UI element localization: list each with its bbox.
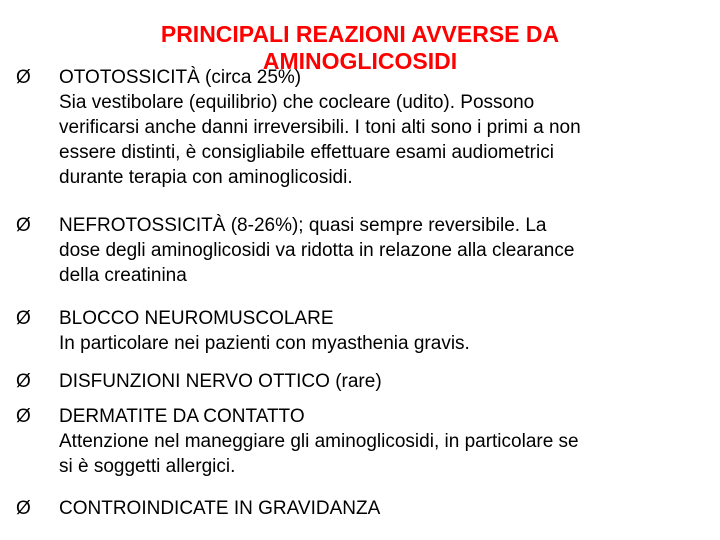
bullet-line: della creatinina <box>59 265 187 286</box>
bullet-text <box>59 369 699 394</box>
bullet-heading: DERMATITE DA CONTATTO <box>59 406 305 427</box>
arrow-bullet-icon: Ø <box>16 67 31 88</box>
bullet-line: In particolare nei pazienti con myasthenia gravis. <box>59 333 470 354</box>
slide-title-line-1: PRINCIPALI REAZIONI AVVERSE DA <box>160 21 560 47</box>
bullet-line: dose degli aminoglicosidi va ridotta in relazone alla clearance <box>59 240 575 261</box>
bullet-line: essere distinti, è consigliabile effettuare esami audiometrici <box>59 142 554 163</box>
arrow-bullet-icon: Ø <box>16 498 31 519</box>
bullet-heading: DISFUNZIONI NERVO OTTICO (rare) <box>59 371 382 392</box>
bullet-heading: CONTROINDICATE IN GRAVIDANZA <box>59 498 381 519</box>
bullet-line: verificarsi anche danni irreversibili. I toni alti sono i primi a non <box>59 117 581 138</box>
bullet-heading: OTOTOSSICITÀ (circa 25%) <box>59 67 302 88</box>
bullet-text <box>59 496 699 521</box>
bullet-heading: NEFROTOSSICITÀ (8-26%); quasi sempre reversibile. La <box>59 215 547 236</box>
bullet-line: durante terapia con aminoglicosidi. <box>59 167 353 188</box>
bullet-text <box>59 404 699 479</box>
slide-title-line-2: AMINOGLICOSIDI <box>262 48 458 74</box>
arrow-bullet-icon: Ø <box>16 308 31 329</box>
bullet-text <box>59 213 699 288</box>
bullet-line: Attenzione nel maneggiare gli aminoglicosidi, in particolare se <box>59 431 579 452</box>
bullet-line: Sia vestibolare (equilibrio) che cocleare (udito). Possono <box>59 92 535 113</box>
arrow-bullet-icon: Ø <box>16 371 31 392</box>
bullet-line: si è soggetti allergici. <box>59 456 236 477</box>
bullet-text <box>59 65 699 190</box>
arrow-bullet-icon: Ø <box>16 406 31 427</box>
bullet-heading: BLOCCO NEUROMUSCOLARE <box>59 308 334 329</box>
bullet-text <box>59 306 699 356</box>
arrow-bullet-icon: Ø <box>16 215 31 236</box>
